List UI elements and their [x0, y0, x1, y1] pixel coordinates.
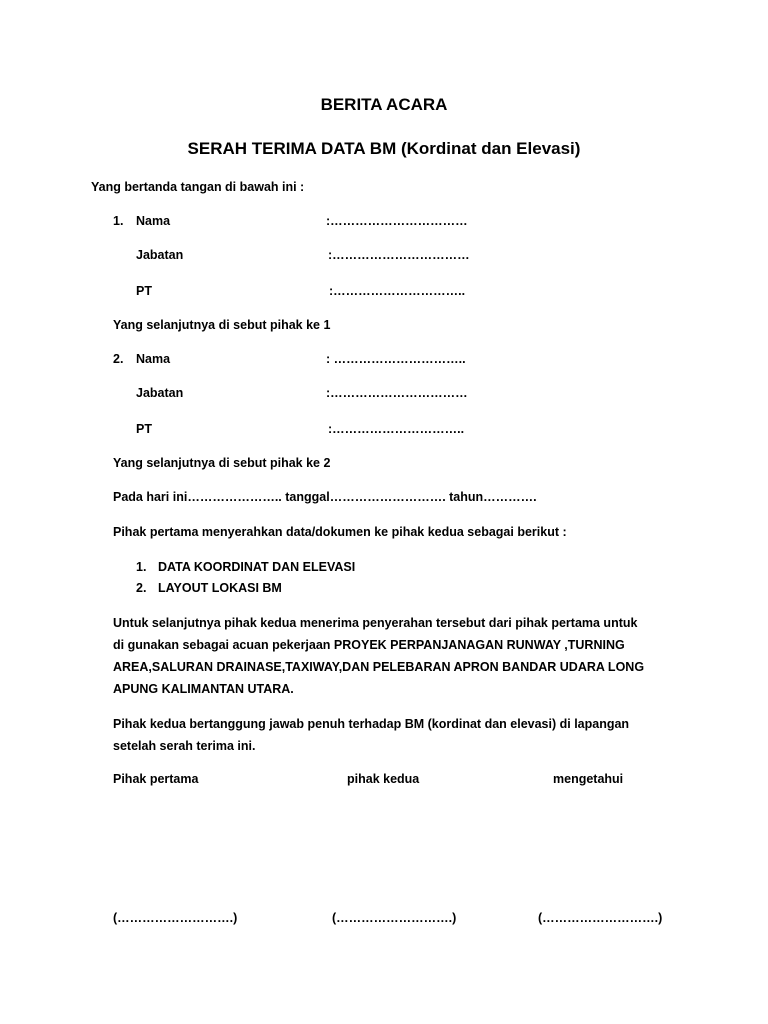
signature-second-party-line: (……………………….)	[332, 911, 457, 925]
paragraph-line: Pihak kedua bertanggung jawab penuh terhadap BM (kordinat dan elevasi) di lapangan	[113, 717, 630, 731]
party2-jabatan-label: Jabatan	[136, 386, 184, 400]
paragraph-handover-acceptance	[113, 612, 644, 700]
item-number: 2.	[136, 581, 147, 595]
party1-jabatan-label: Jabatan	[136, 248, 184, 262]
party2-note: Yang selanjutnya di sebut pihak ke 2	[113, 456, 331, 470]
party1-pt-value: :…………………………..	[329, 284, 466, 298]
party1-note: Yang selanjutnya di sebut pihak ke 1	[113, 318, 331, 332]
paragraph-line: Untuk selanjutnya pihak kedua menerima penyerahan tersebut dari pihak pertama untuk	[113, 616, 638, 630]
party1-number: 1.	[113, 214, 124, 228]
party1-jabatan-value: :……………………………	[328, 248, 470, 262]
signature-witness-label: mengetahui	[553, 772, 624, 786]
document-title: BERITA ACARA	[320, 95, 448, 114]
signature-second-party-label: pihak kedua	[347, 772, 420, 786]
signature-witness-line: (……………………….)	[538, 911, 663, 925]
paragraph-line: setelah serah terima ini.	[113, 739, 256, 753]
item-number: 1.	[136, 560, 147, 574]
party2-nama-label: Nama	[136, 352, 171, 366]
party2-pt-label: PT	[136, 422, 152, 436]
party1-nama-value: :……………………………	[326, 214, 468, 228]
paragraph-line: di gunakan sebagai acuan pekerjaan PROYEK PERPANJANAGAN RUNWAY ,TURNING	[113, 638, 625, 652]
party1-pt-label: PT	[136, 284, 152, 298]
date-line: Pada hari ini………………….. tanggal………………………. tahun………….	[113, 490, 537, 504]
intro-text: Yang bertanda tangan di bawah ini :	[91, 180, 305, 194]
party1-nama-label: Nama	[136, 214, 171, 228]
party2-pt-value: :…………………………..	[328, 422, 465, 436]
paragraph-line: APUNG KALIMANTAN UTARA.	[113, 682, 294, 696]
handover-intro: Pihak pertama menyerahkan data/dokumen ke pihak kedua sebagai berikut :	[113, 525, 567, 539]
item-text: LAYOUT LOKASI BM	[158, 581, 282, 595]
paragraph-line: AREA,SALURAN DRAINASE,TAXIWAY,DAN PELEBARAN APRON BANDAR UDARA LONG	[113, 660, 645, 674]
party2-nama-value: : …………………………..	[326, 352, 466, 366]
item-text: DATA KOORDINAT DAN ELEVASI	[158, 560, 356, 574]
signature-first-party-line: (……………………….)	[113, 911, 238, 925]
document-subtitle: SERAH TERIMA DATA BM (Kordinat dan Elevasi)	[187, 139, 581, 158]
signature-first-party-label: Pihak pertama	[113, 772, 199, 786]
party2-jabatan-value: :……………………………	[326, 386, 468, 400]
paragraph-responsibility	[113, 713, 629, 757]
party2-number: 2.	[113, 352, 124, 366]
